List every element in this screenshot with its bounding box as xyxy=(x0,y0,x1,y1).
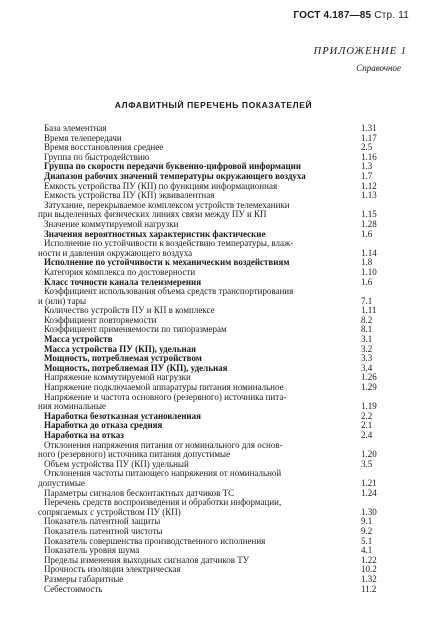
indicator-name: Показатель патентной защиты xyxy=(44,516,161,527)
section-reference: 9.1 xyxy=(361,516,373,527)
section-reference: 1.22 xyxy=(361,554,377,565)
section-reference: 1.28 xyxy=(361,218,377,229)
section-reference: 1.10 xyxy=(361,266,377,277)
section-reference: 2.2 xyxy=(361,410,373,421)
indicator-name: ного (резервного) источника питания допустимые xyxy=(38,449,231,460)
section-reference: 2.5 xyxy=(361,142,373,153)
indicator-name: Диапазон рабочих значений температуры окружающего воздуха xyxy=(44,170,306,181)
indicator-name: Отклонения напряжения питания от номинального для основ- xyxy=(44,439,283,450)
section-reference: 1.6 xyxy=(361,228,373,239)
indicator-name: допустимые xyxy=(38,477,85,488)
indicator-name: Напряжение подключаемой аппаратуры питания номинальное xyxy=(44,382,284,393)
indicator-name: Емкость устройства ПУ (КП) по функциям информационная xyxy=(44,180,278,191)
indicator-name: Показатель уровня шума xyxy=(44,545,140,556)
section-reference: 1.26 xyxy=(361,372,377,383)
section-reference: 3.3 xyxy=(361,353,373,364)
section-reference: 1.3 xyxy=(361,161,373,172)
section-reference: 1.21 xyxy=(361,477,377,488)
indicator-name: Мощность, потребляемая ПУ (КП), удельная xyxy=(44,362,228,373)
section-reference: 1.14 xyxy=(361,247,377,258)
indicator-name: Пределы изменения выходных сигналов датчиков ТУ xyxy=(44,554,250,565)
section-reference: 9.2 xyxy=(361,525,373,536)
section-reference: 1.17 xyxy=(361,132,377,143)
section-reference: 3.5 xyxy=(361,458,373,469)
section-reference: 4.1 xyxy=(361,545,373,556)
section-reference: 1.30 xyxy=(361,506,377,517)
indicator-name: Размеры габаритные xyxy=(44,573,124,584)
indicator-name: Показатель совершенства производственного исполнения xyxy=(44,535,266,546)
section-reference: 3.1 xyxy=(361,334,373,345)
indicator-name: сопрягаемых с устройством ПУ (КП) xyxy=(38,506,181,517)
section-reference: 2.4 xyxy=(361,430,373,440)
indicator-name: Объем устройства ПУ (КП) удельный xyxy=(44,458,189,469)
indicator-name: Емкость устройства ПУ (КП) эквивалентная xyxy=(44,190,215,201)
indicator-name: Себестоимость xyxy=(44,583,103,594)
indicator-name: Исполнение по устойчивости к воздействию температуры, влаж- xyxy=(44,238,294,249)
indicator-name: Мощность, потребляемая устройством xyxy=(44,353,202,364)
indicator-name: Напряжение и частота основного (резервного) источника пита- xyxy=(44,391,287,402)
indicator-name: Группа по скорости передачи буквенно-цифровой информации xyxy=(44,161,302,172)
section-reference: 1.8 xyxy=(361,257,373,268)
indicator-name: Количество устройств ПУ и КП в комплексе xyxy=(44,305,215,316)
indicator-name: Масса устройства ПУ (КП), удельная xyxy=(44,343,197,354)
indicator-name: Прочность изоляции электрическая xyxy=(44,564,181,575)
section-reference: 3.2 xyxy=(361,343,373,354)
page-header xyxy=(293,10,409,21)
page-number: Стр. 11 xyxy=(374,10,409,21)
indicator-name: Наработка до отказа средняя xyxy=(44,420,163,431)
indicator-name: Перечень средств воспроизведения и обработки информации, xyxy=(44,497,282,508)
indicator-name: Категория комплекса по достоверности xyxy=(44,266,196,277)
indicator-name: Значение коммутируемой нагрузки xyxy=(44,218,179,229)
indicator-name: Затухание, перекрываемое комплексом устройств телемеханики xyxy=(44,199,290,210)
section-reference: 1.31 xyxy=(361,123,377,133)
section-reference: 3.4 xyxy=(361,362,373,373)
indicator-name: Коэффициент использования объема средств транспортирования xyxy=(44,286,294,297)
indicator-name: ности и давления окружающего воздуха xyxy=(38,247,193,258)
indicator-name: и (или) тары xyxy=(38,295,87,306)
section-reference: 1.16 xyxy=(361,151,377,162)
section-reference: 5.1 xyxy=(361,535,373,546)
indicator-name: Отклонения частоты питающего напряжения от номинальной xyxy=(44,468,282,479)
standard-number: ГОСТ 4.187—85 xyxy=(293,10,372,21)
indicator-name: Группа по быстродействию xyxy=(44,151,150,162)
list-title: АЛФАВИТНЫЙ ПЕРЕЧЕНЬ ПОКАЗАТЕЛЕЙ xyxy=(114,100,313,110)
section-reference: 1.7 xyxy=(361,170,373,181)
indicator-name: Наработка на отказ xyxy=(44,430,124,440)
appendix-subtitle: Справочное xyxy=(356,63,401,73)
section-reference: 8.2 xyxy=(361,314,373,325)
section-reference: 1.29 xyxy=(361,382,377,393)
section-reference: 7.1 xyxy=(361,295,373,306)
section-reference: 8.1 xyxy=(361,324,373,335)
section-reference: 1.12 xyxy=(361,180,377,191)
section-reference: 11.2 xyxy=(361,583,377,594)
indicator-name: Наработка безотказная установленная xyxy=(44,410,201,421)
indicator-name: ния номинальные xyxy=(38,401,107,412)
indicator-name: Параметры сигналов бесконтактных датчиков ТС xyxy=(44,487,235,498)
indicator-name: База элементная xyxy=(44,123,107,133)
section-reference: 1.15 xyxy=(361,209,377,220)
indicator-name: Напряжение коммутируемой нагрузки xyxy=(44,372,191,383)
section-reference: 1.32 xyxy=(361,573,377,584)
section-reference: 1.19 xyxy=(361,401,377,412)
indicator-name: Значения вероятностных характеристик фактические xyxy=(44,228,266,239)
indicator-name: Время восстановления среднее xyxy=(44,142,164,153)
section-reference: 1.24 xyxy=(361,487,377,498)
section-reference: 1.20 xyxy=(361,449,377,460)
indicator-list xyxy=(38,124,418,594)
list-item xyxy=(38,585,418,595)
section-reference: 2.1 xyxy=(361,420,373,431)
indicator-name: Показатель патентной чистоты xyxy=(44,525,163,536)
section-reference: 1.11 xyxy=(361,305,377,316)
section-reference: 1.13 xyxy=(361,190,377,201)
indicator-name: при выделенных физических линиях связи между ПУ и КП xyxy=(38,209,267,220)
indicator-name: Время телепередачи xyxy=(44,132,122,143)
indicator-name: Коэффициент применяемости по типоразмерам xyxy=(44,324,227,335)
indicator-name: Масса устройств xyxy=(44,334,113,345)
indicator-name: Коэффициент повторяемости xyxy=(44,314,157,325)
indicator-name: Исполнение по устойчивости к механическим воздействиям xyxy=(44,257,290,268)
section-reference: 1.6 xyxy=(361,276,373,287)
appendix-title: ПРИЛОЖЕНИЕ 1 xyxy=(313,46,407,57)
indicator-name: Класс точности канала телеизмерения xyxy=(44,276,202,287)
section-reference: 10.2 xyxy=(361,564,377,575)
